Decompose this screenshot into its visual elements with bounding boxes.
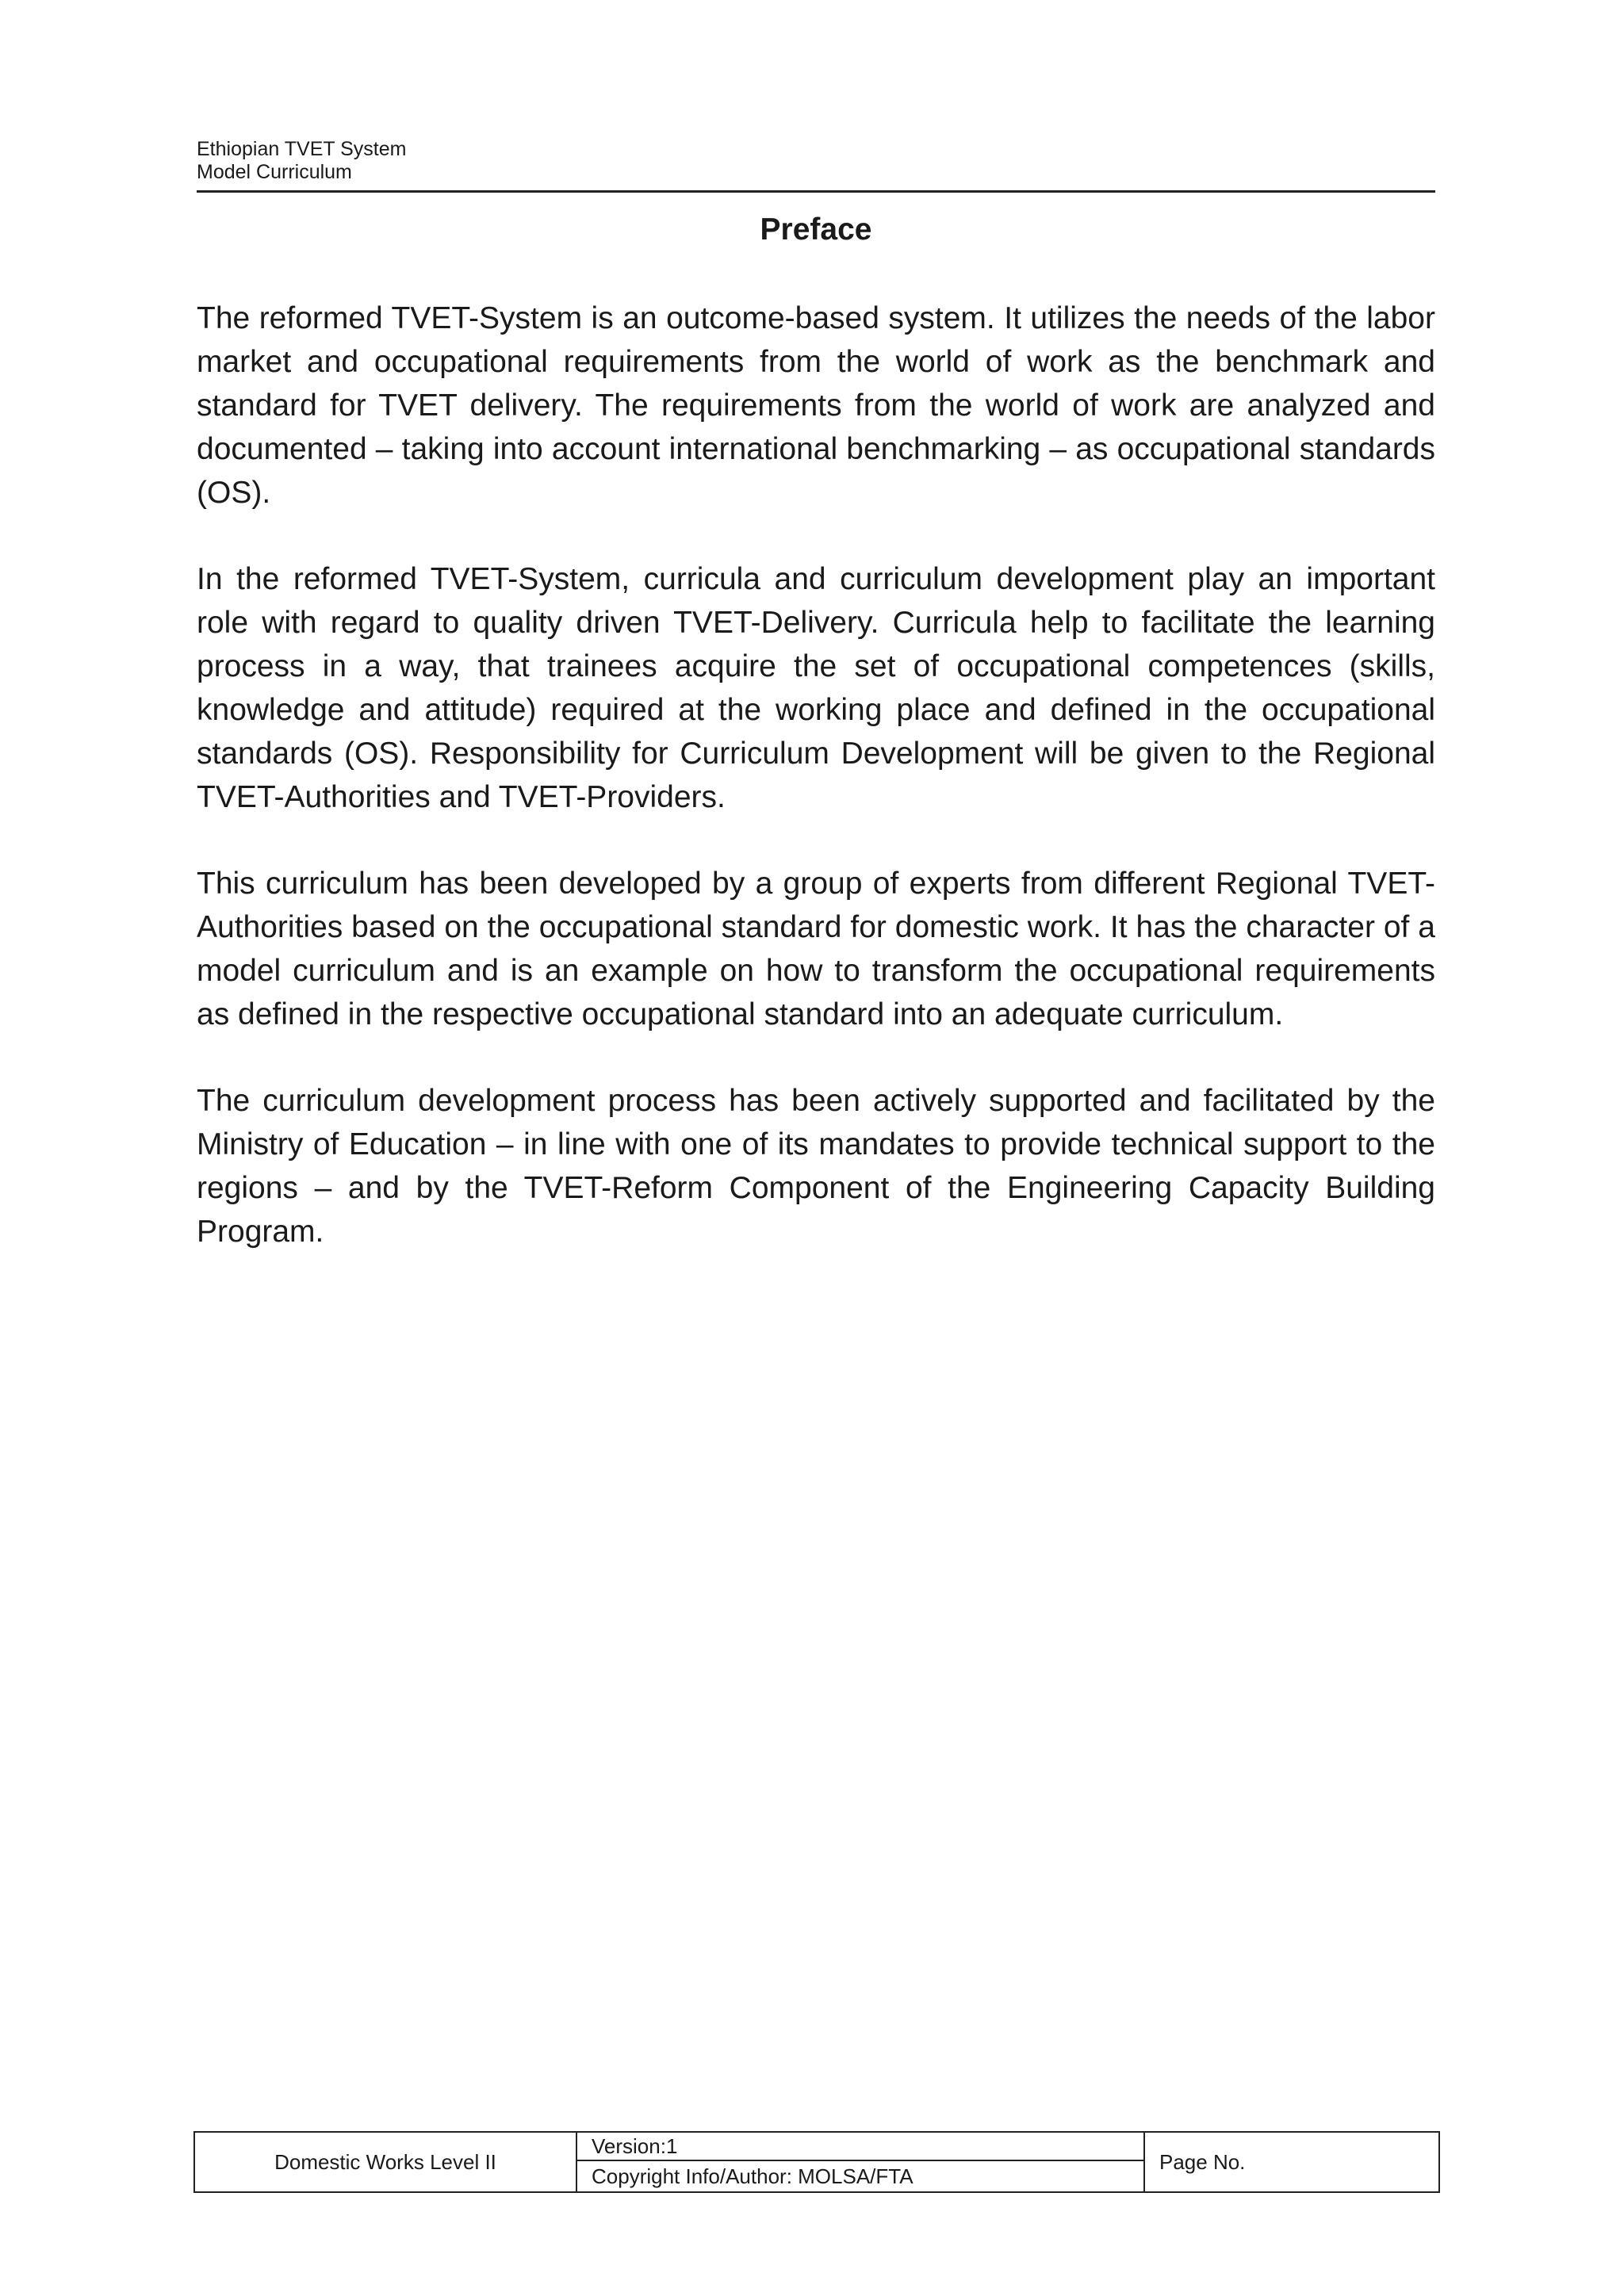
header-document-type: Model Curriculum bbox=[197, 161, 352, 183]
preface-body bbox=[197, 297, 1435, 1296]
page-title: Preface bbox=[760, 212, 872, 247]
footer-course-name: Domestic Works Level II bbox=[195, 2133, 577, 2191]
paragraph: This curriculum has been developed by a group of experts from different Regional TVET-Authorities based on the occupational standard for domestic work. It has the character of a model curriculum and is an example on how to transform the occupational requirements as defined in the respective occupational standard into an adequate curriculum. bbox=[197, 867, 1435, 1031]
paragraph: The curriculum development process has been actively supported and facilitated by the Ministry of Education – in line with one of its mandates to provide technical support to the regions – and by the TVET-Reform Component of the Engineering Capacity Building Program. bbox=[197, 1084, 1435, 1249]
footer-copyright: Copyright Info/Author: MOLSA/FTA bbox=[577, 2161, 1145, 2191]
footer-page-number: Page No. bbox=[1159, 2149, 1246, 2174]
paragraph: In the reformed TVET-System, curricula and curriculum development play an important role with regard to quality driven TVET-Delivery. Curricula help to facilitate the learning process in a way, that trainees acquire the set of occupational competences (skills, knowledge and attitude) required at the working place and defined in the occupational standards (OS). Responsibility for Curriculum Development will be given to the Regional TVET-Authorities and TVET-Providers. bbox=[197, 562, 1435, 814]
header-divider bbox=[197, 190, 1435, 193]
footer-table bbox=[193, 2131, 1440, 2193]
paragraph: The reformed TVET-System is an outcome-based system. It utilizes the needs of the labor market and occupational requirements from the world of work as the benchmark and standard for TVET delivery. The requirements from the world of work are analyzed and documented – taking into account international benchmarking – as occupational standards (OS). bbox=[197, 301, 1435, 510]
page-header bbox=[197, 138, 1435, 184]
footer-version: Version:1 bbox=[577, 2133, 1145, 2161]
header-system-name: Ethiopian TVET System bbox=[197, 138, 407, 160]
